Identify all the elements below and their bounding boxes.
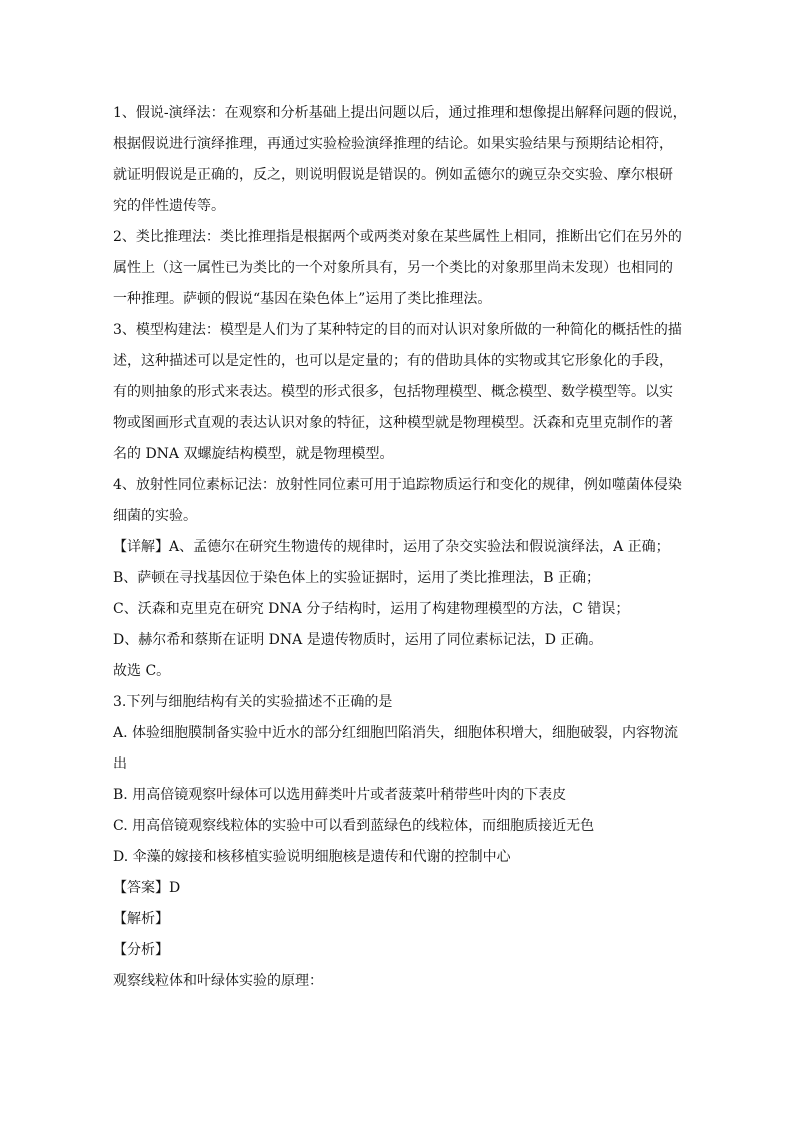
text-line: 4、放射性同位素标记法：放射性同位素可用于追踪物质运行和变化的规律，例如噬菌体侵染 <box>113 477 682 493</box>
option-b <box>113 780 683 811</box>
method-isotope-labeling <box>113 470 683 532</box>
text-line: 究的伴性遗传等。 <box>113 198 225 214</box>
detail-b <box>113 563 683 594</box>
text-line: C、沃森和克里克在研究 DNA 分子结构时，运用了构建物理模型的方法，C 错误； <box>113 601 630 617</box>
text-line: 3、模型构建法：模型是人们为了某种特定的目的而对认识对象所做的一种简化的概括性的描 <box>113 322 682 338</box>
analysis-heading <box>113 904 683 935</box>
text-line: 故选 C。 <box>113 663 171 679</box>
answer <box>113 873 683 904</box>
text-line: 【解析】 <box>113 911 169 927</box>
text-line: 细菌的实验。 <box>113 508 197 524</box>
question-3 <box>113 687 683 718</box>
text-line: A. 体验细胞膜制备实验中近水的部分红细胞凹陷消失，细胞体积增大，细胞破裂，内容物流 <box>113 725 679 741</box>
detail-d <box>113 625 683 656</box>
text-line: 出 <box>113 756 127 772</box>
text-line: 根据假说进行演绎推理，再通过实验检验演绎推理的结论。如果实验结果与预期结论相符， <box>113 136 673 152</box>
option-c <box>113 811 683 842</box>
text-line: 就证明假说是正确的，反之，则说明假说是错误的。例如孟德尔的豌豆杂交实验、摩尔根研 <box>113 167 673 183</box>
text-line: 观察线粒体和叶绿体实验的原理： <box>113 973 323 989</box>
text-line: 属性上（这一属性已为类比的一个对象所具有，另一个类比的对象那里尚未发现）也相同的 <box>113 260 673 276</box>
text-line: 物或图画形式直观的表达认识对象的特征，这种模型就是物理模型。沃森和克里克制作的著 <box>113 415 673 431</box>
principle-intro <box>113 966 683 997</box>
option-a <box>113 718 683 780</box>
detail-c <box>113 594 683 625</box>
text-line: 【详解】A、孟德尔在研究生物遗传的规律时，运用了杂交实验法和假说演绎法，A 正确； <box>113 539 670 555</box>
detail-a <box>113 532 683 563</box>
method-analogy <box>113 222 683 315</box>
text-line: B、萨顿在寻找基因位于染色体上的实验证据时，运用了类比推理法，B 正确； <box>113 570 601 586</box>
text-line: 一种推理。萨顿的假说“基因在染色体上”运用了类比推理法。 <box>113 291 492 307</box>
text-line: 述，这种描述可以是定性的，也可以是定量的；有的借助具体的实物或其它形象化的手段， <box>113 353 673 369</box>
choose-c <box>113 656 683 687</box>
text-line: 【分析】 <box>113 942 169 958</box>
analysis-subheading <box>113 935 683 966</box>
text-line: C. 用高倍镜观察线粒体的实验中可以看到蓝绿色的线粒体，而细胞质接近无色 <box>113 818 595 834</box>
text-line: D. 伞藻的嫁接和核移植实验说明细胞核是遗传和代谢的控制中心 <box>113 849 511 865</box>
text-line: 有的则抽象的形式来表达。模型的形式很多，包括物理模型、概念模型、数学模型等。以实 <box>113 384 673 400</box>
option-d <box>113 842 683 873</box>
text-line: 1、假说-演绎法：在观察和分析基础上提出问题以后，通过推理和想像提出解释问题的假说， <box>113 105 687 121</box>
text-line: 3.下列与细胞结构有关的实验描述不正确的是 <box>113 694 393 710</box>
method-hypothesis-deduction <box>113 98 687 222</box>
text-line: 【答案】D <box>113 880 181 896</box>
text-line: D、赫尔希和蔡斯在证明 DNA 是遗传物质时，运用了同位素标记法，D 正确。 <box>113 632 603 648</box>
text-line: 2、类比推理法：类比推理指是根据两个或两类对象在某些属性上相同，推断出它们在另外的 <box>113 229 682 245</box>
method-model-building <box>113 315 683 470</box>
text-line: 名的 DNA 双螺旋结构模型，就是物理模型。 <box>113 446 394 462</box>
document-page <box>113 98 687 997</box>
text-line: B. 用高倍镜观察叶绿体可以选用藓类叶片或者菠菜叶稍带些叶肉的下表皮 <box>113 787 567 803</box>
